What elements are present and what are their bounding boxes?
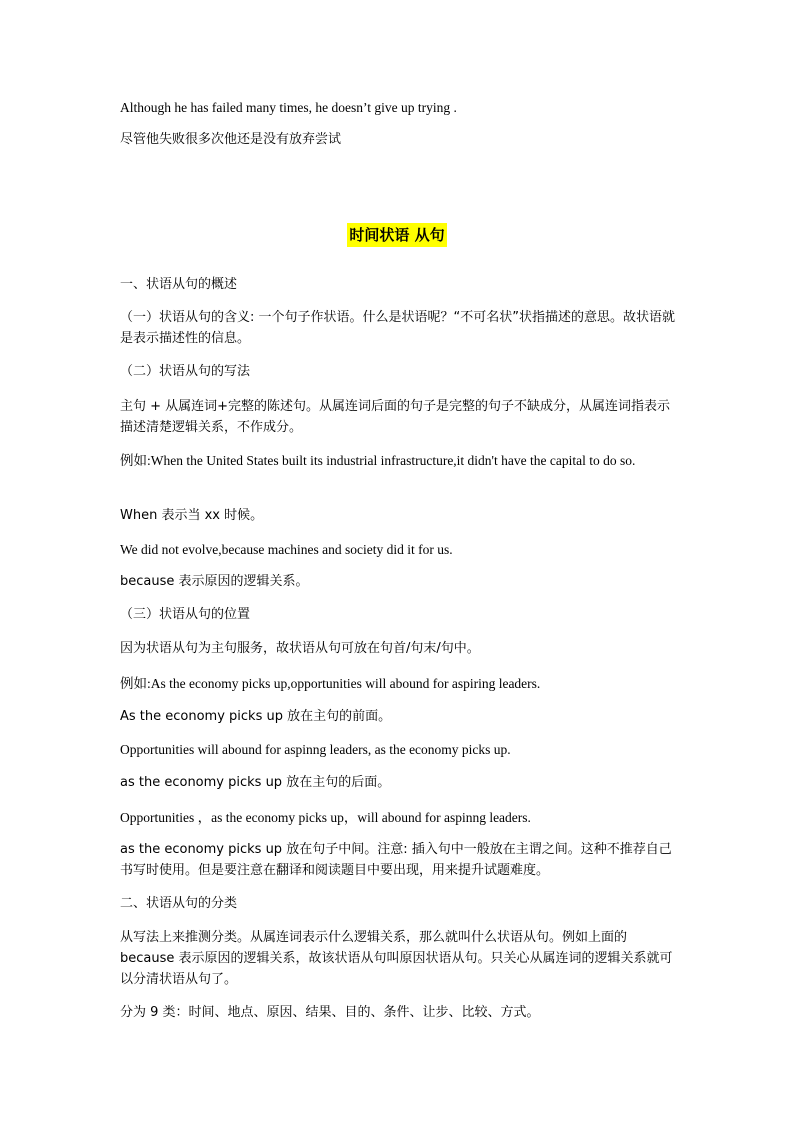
example-as-end: Opportunities will abound for aspinng leaders, as the economy picks up.	[120, 742, 511, 757]
paragraph-position: 因为状语从句为主句服务，故状语从句可放在句首/句末/句中。	[120, 641, 480, 656]
note-because: because 表示原因的逻辑关系。	[120, 574, 309, 589]
example-sentence-english: Although he has failed many times, he doesn’t give up trying .	[120, 100, 457, 115]
paragraph-definition: （一）状语从句的含义: 一个句子作状语。什么是状语呢？“不可名状”状指描述的意思。故状语就是表示描述性的信息。	[120, 310, 675, 346]
example-when: 例如:When the United States built its industrial infrastructure,it didn't have the capital to do so.	[120, 453, 636, 468]
section-title: 时间状语 从句	[347, 223, 446, 247]
paragraph-classification: 从写法上来推测分类。从属连词表示什么逻辑关系，那么就叫什么状语从句。例如上面的 because 表示原因的逻辑关系，故该状语从句叫原因状语从句。只关心从属连词的逻辑关系就可以分清状语从句了。	[120, 930, 673, 987]
note-when: When 表示当 xx 时候。	[120, 508, 264, 523]
note-end: as the economy picks up 放在主句的后面。	[120, 775, 391, 790]
note-middle: as the economy picks up 放在句子中间。注意: 插入句中一般放在主谓之间。这种不推荐自己书写时使用。但是要注意在翻译和阅读题目中要出现，用来提升试题难度。	[120, 842, 672, 878]
heading-writing: （二）状语从句的写法	[120, 364, 251, 379]
example-sentence-chinese: 尽管他失败很多次他还是没有放弃尝试	[120, 132, 342, 147]
paragraph-writing: 主句 + 从属连词+完整的陈述句。从属连词后面的句子是完整的句子不缺成分，从属连词指表示描述清楚逻辑关系，不作成分。	[120, 399, 671, 435]
heading-position: （三）状语从句的位置	[120, 607, 251, 622]
note-front: As the economy picks up 放在主句的前面。	[120, 709, 392, 724]
example-as-middle: Opportunities ，as the economy picks up，will abound for aspinng leaders.	[120, 810, 531, 825]
example-because: We did not evolve,because machines and society did it for us.	[120, 542, 453, 557]
paragraph-nine-types: 分为 9 类：时间、地点、原因、结果、目的、条件、让步、比较、方式。	[120, 1005, 540, 1020]
section-title-wrapper	[0, 223, 794, 247]
heading-overview: 一、状语从句的概述	[120, 277, 238, 292]
example-as-front: 例如:As the economy picks up,opportunities will abound for aspiring leaders.	[120, 676, 541, 691]
heading-classification: 二、状语从句的分类	[120, 896, 238, 911]
